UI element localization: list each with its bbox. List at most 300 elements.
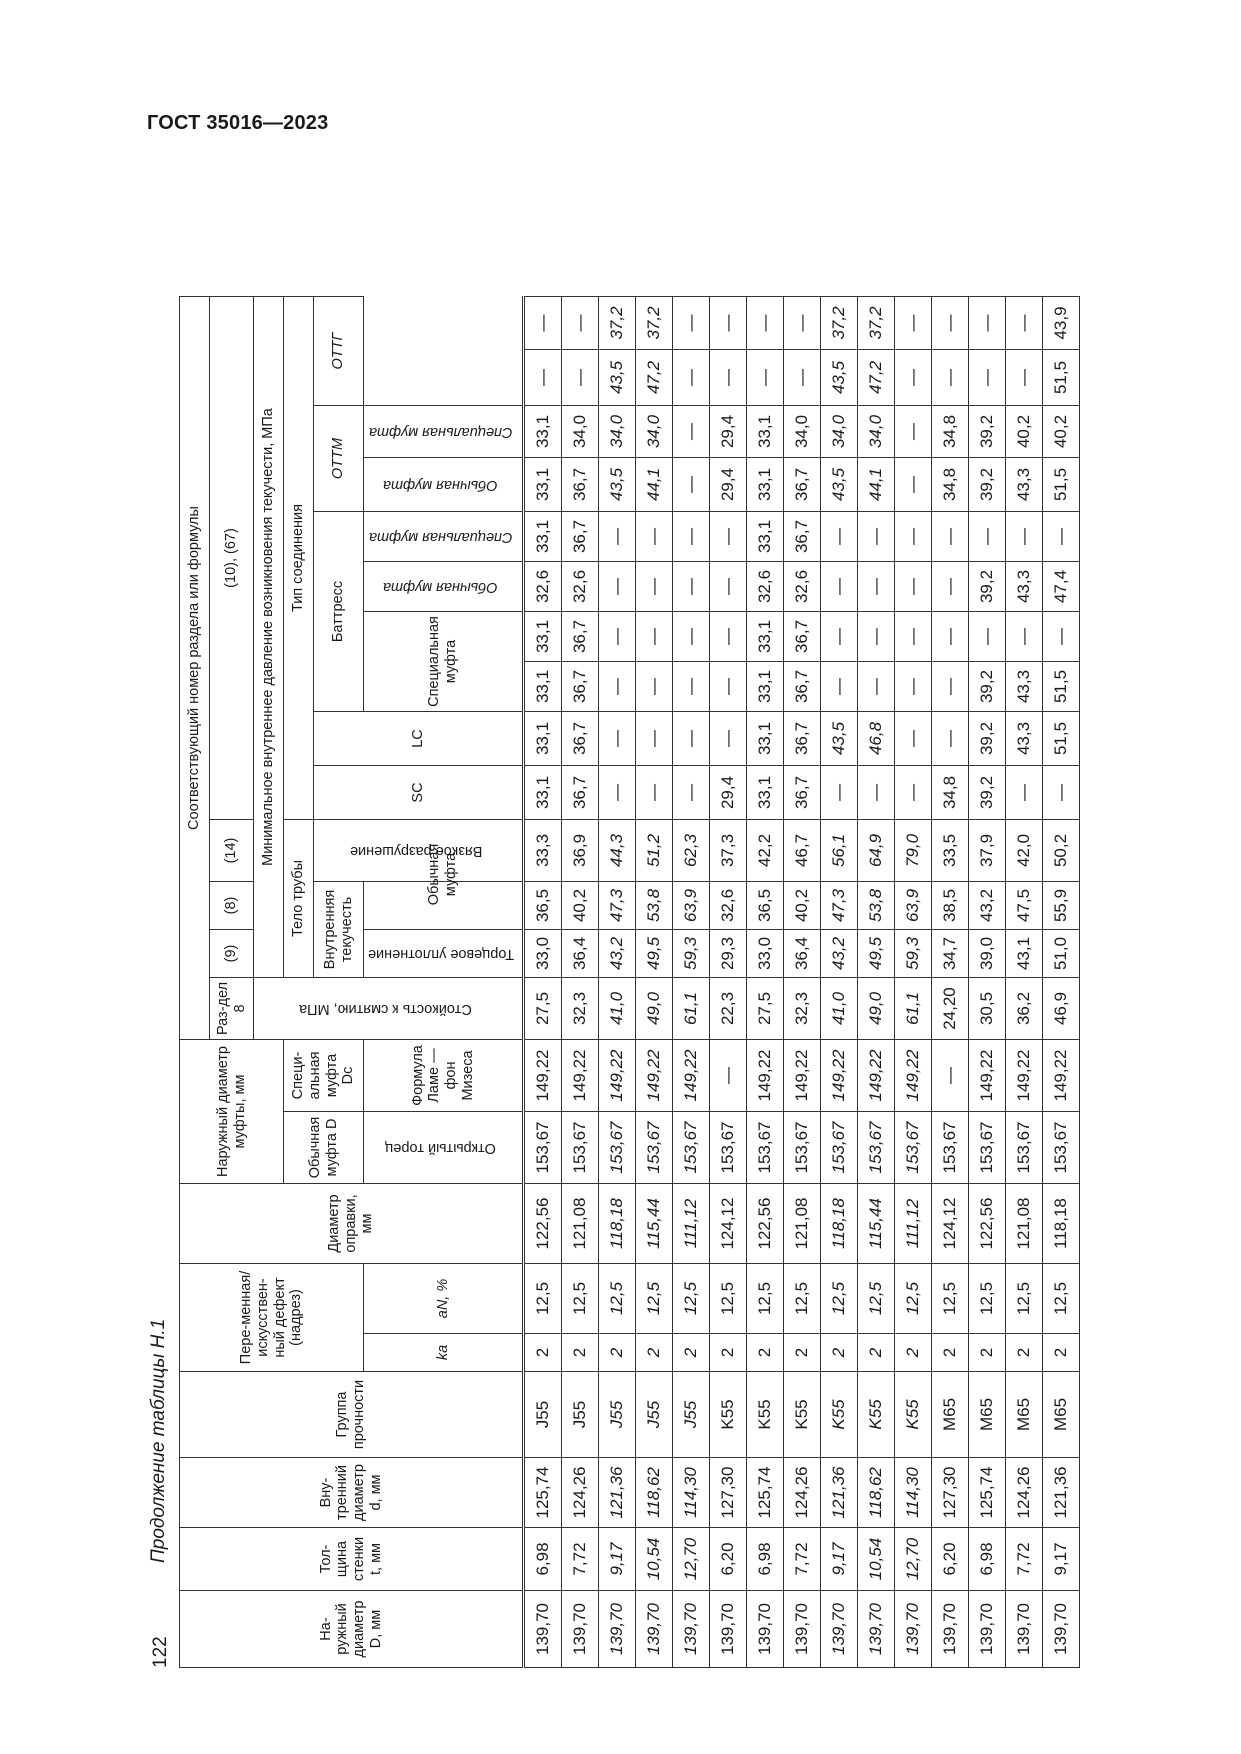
table-cell: — [895,512,932,562]
table-cell: 43,2 [969,882,1006,930]
table-cell: 39,2 [969,406,1006,458]
table-cell: 43,5 [599,350,636,406]
table-cell: 12,5 [673,1264,710,1334]
table-cell: 59,3 [895,930,932,978]
table-cell: 43,3 [1006,562,1043,612]
table-cell: 118,62 [636,1458,673,1528]
table-cell: — [599,712,636,766]
table-cell: — [710,562,747,612]
header-defect: Пере-менная/искусствен-ный дефект (надрез) [180,1264,364,1372]
table-cell: 118,18 [821,1184,858,1264]
table-cell: 36,9 [562,820,599,882]
table-cell: 149,22 [784,1040,821,1112]
table-cell: — [932,662,969,712]
table-cell: 6,98 [524,1528,562,1591]
table-cell: 47,2 [636,350,673,406]
table-cell: — [821,662,858,712]
table-row [636,297,673,1668]
table-cell: 27,5 [524,978,562,1040]
table-cell: 37,2 [821,297,858,350]
table-cell: 2 [858,1334,895,1372]
table-cell: 44,1 [636,458,673,512]
table-cell: 12,5 [562,1264,599,1334]
table-cell: 121,08 [1006,1184,1043,1264]
header-joint-type: Тип соединения [284,297,314,820]
header-lame: Формула Ламе — фон Мизеса [364,1040,524,1112]
table-cell: — [673,712,710,766]
table-cell: 41,0 [821,978,858,1040]
table-cell: 36,5 [747,882,784,930]
table-cell: 12,5 [710,1264,747,1334]
table-cell: 64,9 [858,820,895,882]
table-cell: — [599,562,636,612]
table-cell: 43,5 [599,458,636,512]
table-cell: 115,44 [858,1184,895,1264]
table-cell: 34,0 [821,406,858,458]
table-cell: 153,67 [524,1112,562,1184]
table-cell: — [895,562,932,612]
table-cell: — [636,766,673,820]
table-cell: 59,3 [673,930,710,978]
table-cell: — [747,297,784,350]
table-cell: 49,5 [858,930,895,978]
table-cell: — [895,458,932,512]
table-cell: 12,5 [636,1264,673,1334]
table-cell: 153,67 [1043,1112,1080,1184]
table-cell: 33,1 [747,406,784,458]
table-cell: 115,44 [636,1184,673,1264]
table-cell: 29,4 [710,458,747,512]
header-end-seal: Торцевое уплотнение [364,930,524,978]
table-cell: 61,1 [895,978,932,1040]
table-cell: — [1006,350,1043,406]
table-cell: 7,72 [784,1528,821,1591]
table-cell: 111,12 [673,1184,710,1264]
table-cell: 33,1 [524,406,562,458]
table-cell: 34,8 [932,766,969,820]
table-cell: 149,22 [524,1040,562,1112]
header-f10-67: (10), (67) [210,297,254,820]
table-cell: 124,26 [1006,1458,1043,1528]
table-cell: — [599,512,636,562]
table-cell: 139,70 [784,1591,821,1668]
table-cell: 122,56 [969,1184,1006,1264]
table-cell: 6,20 [932,1528,969,1591]
table-cell: 34,7 [932,930,969,978]
table-cell: 125,74 [969,1458,1006,1528]
table-cell: 9,17 [1043,1528,1080,1591]
table-cell: — [710,612,747,662]
header-ottm-regular: Обычная муфта [364,562,524,612]
table-row [710,297,747,1668]
header-outer-diameter: На-ружный диаметр D, мм [180,1591,524,1668]
table-cell: 39,2 [969,562,1006,612]
table-cell: 34,0 [784,406,821,458]
table-cell: 49,0 [636,978,673,1040]
table-cell: — [710,712,747,766]
table-cell: 121,08 [562,1184,599,1264]
table-cell: 153,67 [747,1112,784,1184]
table-cell: 12,5 [932,1264,969,1334]
table-cell: 36,7 [562,712,599,766]
table-cell: — [710,662,747,712]
table-cell: 39,2 [969,766,1006,820]
table-cell: 12,70 [673,1528,710,1591]
header-f9: (9) [210,930,254,978]
table-cell: J55 [562,1372,599,1458]
table-cell: 32,6 [524,562,562,612]
table-cell: K55 [784,1372,821,1458]
table-cell: J55 [599,1372,636,1458]
table-cell: 7,72 [1006,1528,1043,1591]
table-cell: 33,0 [524,930,562,978]
header-f14: (14) [210,820,254,882]
table-cell: 12,5 [747,1264,784,1334]
table-cell: 7,72 [562,1528,599,1591]
table-cell: 32,6 [784,562,821,612]
table-cell: 2 [636,1334,673,1372]
table-cell: — [1006,612,1043,662]
table-cell: — [821,562,858,612]
table-cell: 33,3 [524,820,562,882]
table-cell: — [895,766,932,820]
table-cell: 33,1 [524,512,562,562]
table-cell: 2 [524,1334,562,1372]
table-cell: 149,22 [599,1040,636,1112]
table-cell: 139,70 [821,1591,858,1668]
table-cell: 51,2 [636,820,673,882]
table-cell: 47,3 [599,882,636,930]
header-regular-coupling: Обычная муфта [364,820,524,930]
table-cell: 2 [1006,1334,1043,1372]
table-cell: — [895,406,932,458]
table-cell: K55 [858,1372,895,1458]
header-special-coupling-dc: Специ-альная муфта Dc [284,1040,364,1112]
table-cell: 118,18 [599,1184,636,1264]
table-cell: 44,3 [599,820,636,882]
table-cell: 40,2 [562,882,599,930]
table-cell: — [969,612,1006,662]
table-cell: 56,1 [821,820,858,882]
header-min-internal-pressure: Минимальное внутреннее давление возникновения текучести, МПа [254,297,284,978]
table-cell: 149,22 [858,1040,895,1112]
table-cell: 44,1 [858,458,895,512]
table-row [932,297,969,1668]
table-cell: 153,67 [710,1112,747,1184]
table-cell: — [932,712,969,766]
table-cell: 32,6 [747,562,784,612]
table-cell: 36,7 [784,766,821,820]
table-cell: 2 [710,1334,747,1372]
table-cell: 36,7 [562,662,599,712]
table-cell: — [1006,766,1043,820]
table-cell: — [710,350,747,406]
table-cell: 153,67 [858,1112,895,1184]
table-cell: — [895,712,932,766]
table-cell: 51,5 [1043,662,1080,712]
table-cell: — [932,612,969,662]
table-cell: — [599,662,636,712]
table-cell: 46,9 [1043,978,1080,1040]
table-cell: 149,22 [673,1040,710,1112]
table-cell: — [1043,766,1080,820]
table-cell: 149,22 [895,1040,932,1112]
table-cell: 33,1 [747,458,784,512]
table-cell: 79,0 [895,820,932,882]
table-cell: — [673,562,710,612]
table-cell: 114,30 [895,1458,932,1528]
table-cell: 34,8 [932,406,969,458]
table-cell: 42,0 [1006,820,1043,882]
table-cell: — [562,297,599,350]
table-cell: 33,1 [524,662,562,712]
header-sc: SC [314,766,524,820]
table-cell: 34,8 [932,458,969,512]
table-cell: 121,36 [821,1458,858,1528]
table-cell: — [673,512,710,562]
table-cell: 149,22 [1006,1040,1043,1112]
table-cell: 36,5 [524,882,562,930]
table-cell: 12,5 [858,1264,895,1334]
table-cell: — [673,458,710,512]
table-cell: — [673,662,710,712]
header-ottg-regular: Обычная муфта [364,458,524,512]
data-table [179,296,1080,1668]
table-cell: — [673,406,710,458]
table-cell: 2 [784,1334,821,1372]
table-cell: 51,5 [1043,350,1080,406]
table-cell: 37,9 [969,820,1006,882]
table-cell: 124,26 [784,1458,821,1528]
table-cell: 37,2 [636,297,673,350]
table-cell: 43,1 [1006,930,1043,978]
table-row [524,297,562,1668]
table-cell: — [932,297,969,350]
table-cell: 139,70 [636,1591,673,1668]
table-cell: 39,0 [969,930,1006,978]
table-cell: 47,2 [858,350,895,406]
table-cell: 122,56 [524,1184,562,1264]
table-cell: — [821,766,858,820]
table-cell: 32,3 [784,978,821,1040]
table-cell: M65 [1043,1372,1080,1458]
table-cell: K55 [710,1372,747,1458]
table-row [784,297,821,1668]
table-cell: 127,30 [710,1458,747,1528]
header-wall-thickness: Тол-щина стенки t, мм [180,1528,524,1591]
header-regular-coupling-d: Обычная муфта D [284,1112,364,1184]
table-cell: 51,0 [1043,930,1080,978]
table-cell: 124,26 [562,1458,599,1528]
table-cell: 32,6 [562,562,599,612]
table-cell: 33,1 [524,458,562,512]
table-cell: 12,70 [895,1528,932,1591]
table-cell: 29,4 [710,766,747,820]
table-cell: 127,30 [932,1458,969,1528]
table-cell: M65 [969,1372,1006,1458]
table-cell: 34,0 [636,406,673,458]
table-cell: 149,22 [562,1040,599,1112]
table-cell: 149,22 [747,1040,784,1112]
table-cell: — [821,612,858,662]
table-cell: — [932,1040,969,1112]
table-cell: 37,2 [599,297,636,350]
table-cell: 118,62 [858,1458,895,1528]
table-cell: 33,1 [747,766,784,820]
table-cell: 39,2 [969,662,1006,712]
table-cell: 36,7 [784,712,821,766]
header-internal-yield: Внутренняя текучесть [314,882,364,978]
table-body [524,297,1080,1668]
table-cell: 37,3 [710,820,747,882]
table-cell: — [710,297,747,350]
table-cell: 36,7 [562,458,599,512]
header-ottm: ОТТМ [314,406,364,512]
table-cell: 43,5 [821,712,858,766]
table-cell: — [1006,512,1043,562]
header-buttress: Баттресс [314,512,364,712]
table-cell: 22,3 [710,978,747,1040]
table-cell: 149,22 [1043,1040,1080,1112]
table-cell: 33,1 [747,662,784,712]
table-cell: 29,3 [710,930,747,978]
header-pipe-body: Тело трубы [284,820,314,978]
table-header [180,297,524,1668]
table-cell: K55 [821,1372,858,1458]
header-sec8: Раз-дел 8 [210,978,254,1040]
header-section-formula: Соответствующий номер раздела или формулы [180,297,210,1040]
table-cell: — [524,350,562,406]
table-cell: — [1043,612,1080,662]
table-cell: 51,5 [1043,458,1080,512]
table-cell: 153,67 [636,1112,673,1184]
table-cell: — [710,512,747,562]
table-cell: — [895,662,932,712]
table-cell: 10,54 [858,1528,895,1591]
table-cell: 6,20 [710,1528,747,1591]
header-coupling-outer: Наружный диаметр муфты, мм [180,1040,284,1184]
table-row [858,297,895,1668]
table-cell: 114,30 [673,1458,710,1528]
table-cell: 34,0 [599,406,636,458]
table-cell: 46,7 [784,820,821,882]
table-cell: 43,5 [821,458,858,512]
table-cell: 118,18 [1043,1184,1080,1264]
table-cell: — [636,512,673,562]
header-strength-group: Группа прочности [180,1372,524,1458]
table-cell: 62,3 [673,820,710,882]
table-cell: 139,70 [673,1591,710,1668]
table-cell: J55 [673,1372,710,1458]
table-cell: 33,1 [747,612,784,662]
table-cell: 2 [821,1334,858,1372]
table-cell: 34,0 [858,406,895,458]
table-cell: 2 [673,1334,710,1372]
table-cell: 38,5 [932,882,969,930]
table-cell: 36,7 [562,512,599,562]
table-cell: 2 [969,1334,1006,1372]
table-cell: 30,5 [969,978,1006,1040]
table-cell: K55 [747,1372,784,1458]
table-cell: 34,0 [562,406,599,458]
table-caption: Продолжение таблицы Н.1 [148,1318,169,1563]
table-row [821,297,858,1668]
table-cell: 153,67 [932,1112,969,1184]
table-cell: 61,1 [673,978,710,1040]
table-cell: 153,67 [599,1112,636,1184]
table-cell: 2 [747,1334,784,1372]
table-cell: — [673,350,710,406]
table-cell: 37,2 [858,297,895,350]
header-collapse: Стойкость к смятию, МПа [254,978,524,1040]
table-cell: 40,2 [1043,406,1080,458]
table-cell: M65 [932,1372,969,1458]
table-cell: — [969,297,1006,350]
table-cell: — [636,662,673,712]
table-row [969,297,1006,1668]
table-cell: 139,70 [932,1591,969,1668]
table-cell: — [599,766,636,820]
table-cell: — [636,562,673,612]
page-number: 122 [150,1636,171,1668]
table-cell: 153,67 [784,1112,821,1184]
table-cell: 36,2 [1006,978,1043,1040]
table-cell: 139,70 [1006,1591,1043,1668]
table-cell: 2 [895,1334,932,1372]
table-cell: 53,8 [636,882,673,930]
table-cell: — [784,297,821,350]
header-ottm-special: Специальная муфта [364,512,524,562]
table-cell: 49,0 [858,978,895,1040]
table-cell: 139,70 [895,1591,932,1668]
table-cell: — [673,766,710,820]
table-cell: 63,9 [895,882,932,930]
table-cell: — [858,612,895,662]
header-ottg: ОТТГ [314,297,364,406]
table-cell: 124,12 [710,1184,747,1264]
table-cell: 125,74 [747,1458,784,1528]
table-cell: 111,12 [895,1184,932,1264]
table-cell: 139,70 [747,1591,784,1668]
table-cell: 43,3 [1006,458,1043,512]
table-cell: 12,5 [821,1264,858,1334]
table-cell: 9,17 [821,1528,858,1591]
table-cell: — [747,350,784,406]
table-cell: 2 [562,1334,599,1372]
table-cell: — [784,350,821,406]
table-cell: 149,22 [636,1040,673,1112]
table-cell: 50,2 [1043,820,1080,882]
table-cell: 63,9 [673,882,710,930]
table-cell: 139,70 [524,1591,562,1668]
table-cell: 139,70 [858,1591,895,1668]
table-cell: 24,20 [932,978,969,1040]
header-an: aN, % [364,1264,524,1334]
table-cell: 49,5 [636,930,673,978]
table-cell: 36,7 [784,458,821,512]
table-cell: 6,98 [747,1528,784,1591]
table-cell: — [895,350,932,406]
rotated-table-page [150,168,1241,1668]
header-lc: LC [314,712,524,766]
table-cell: 33,0 [747,930,784,978]
table-cell: 139,70 [562,1591,599,1668]
table-cell: 139,70 [1043,1591,1080,1668]
table-cell: 33,1 [524,766,562,820]
table-cell: K55 [895,1372,932,1458]
table-cell: 12,5 [1006,1264,1043,1334]
table-cell: 139,70 [969,1591,1006,1668]
